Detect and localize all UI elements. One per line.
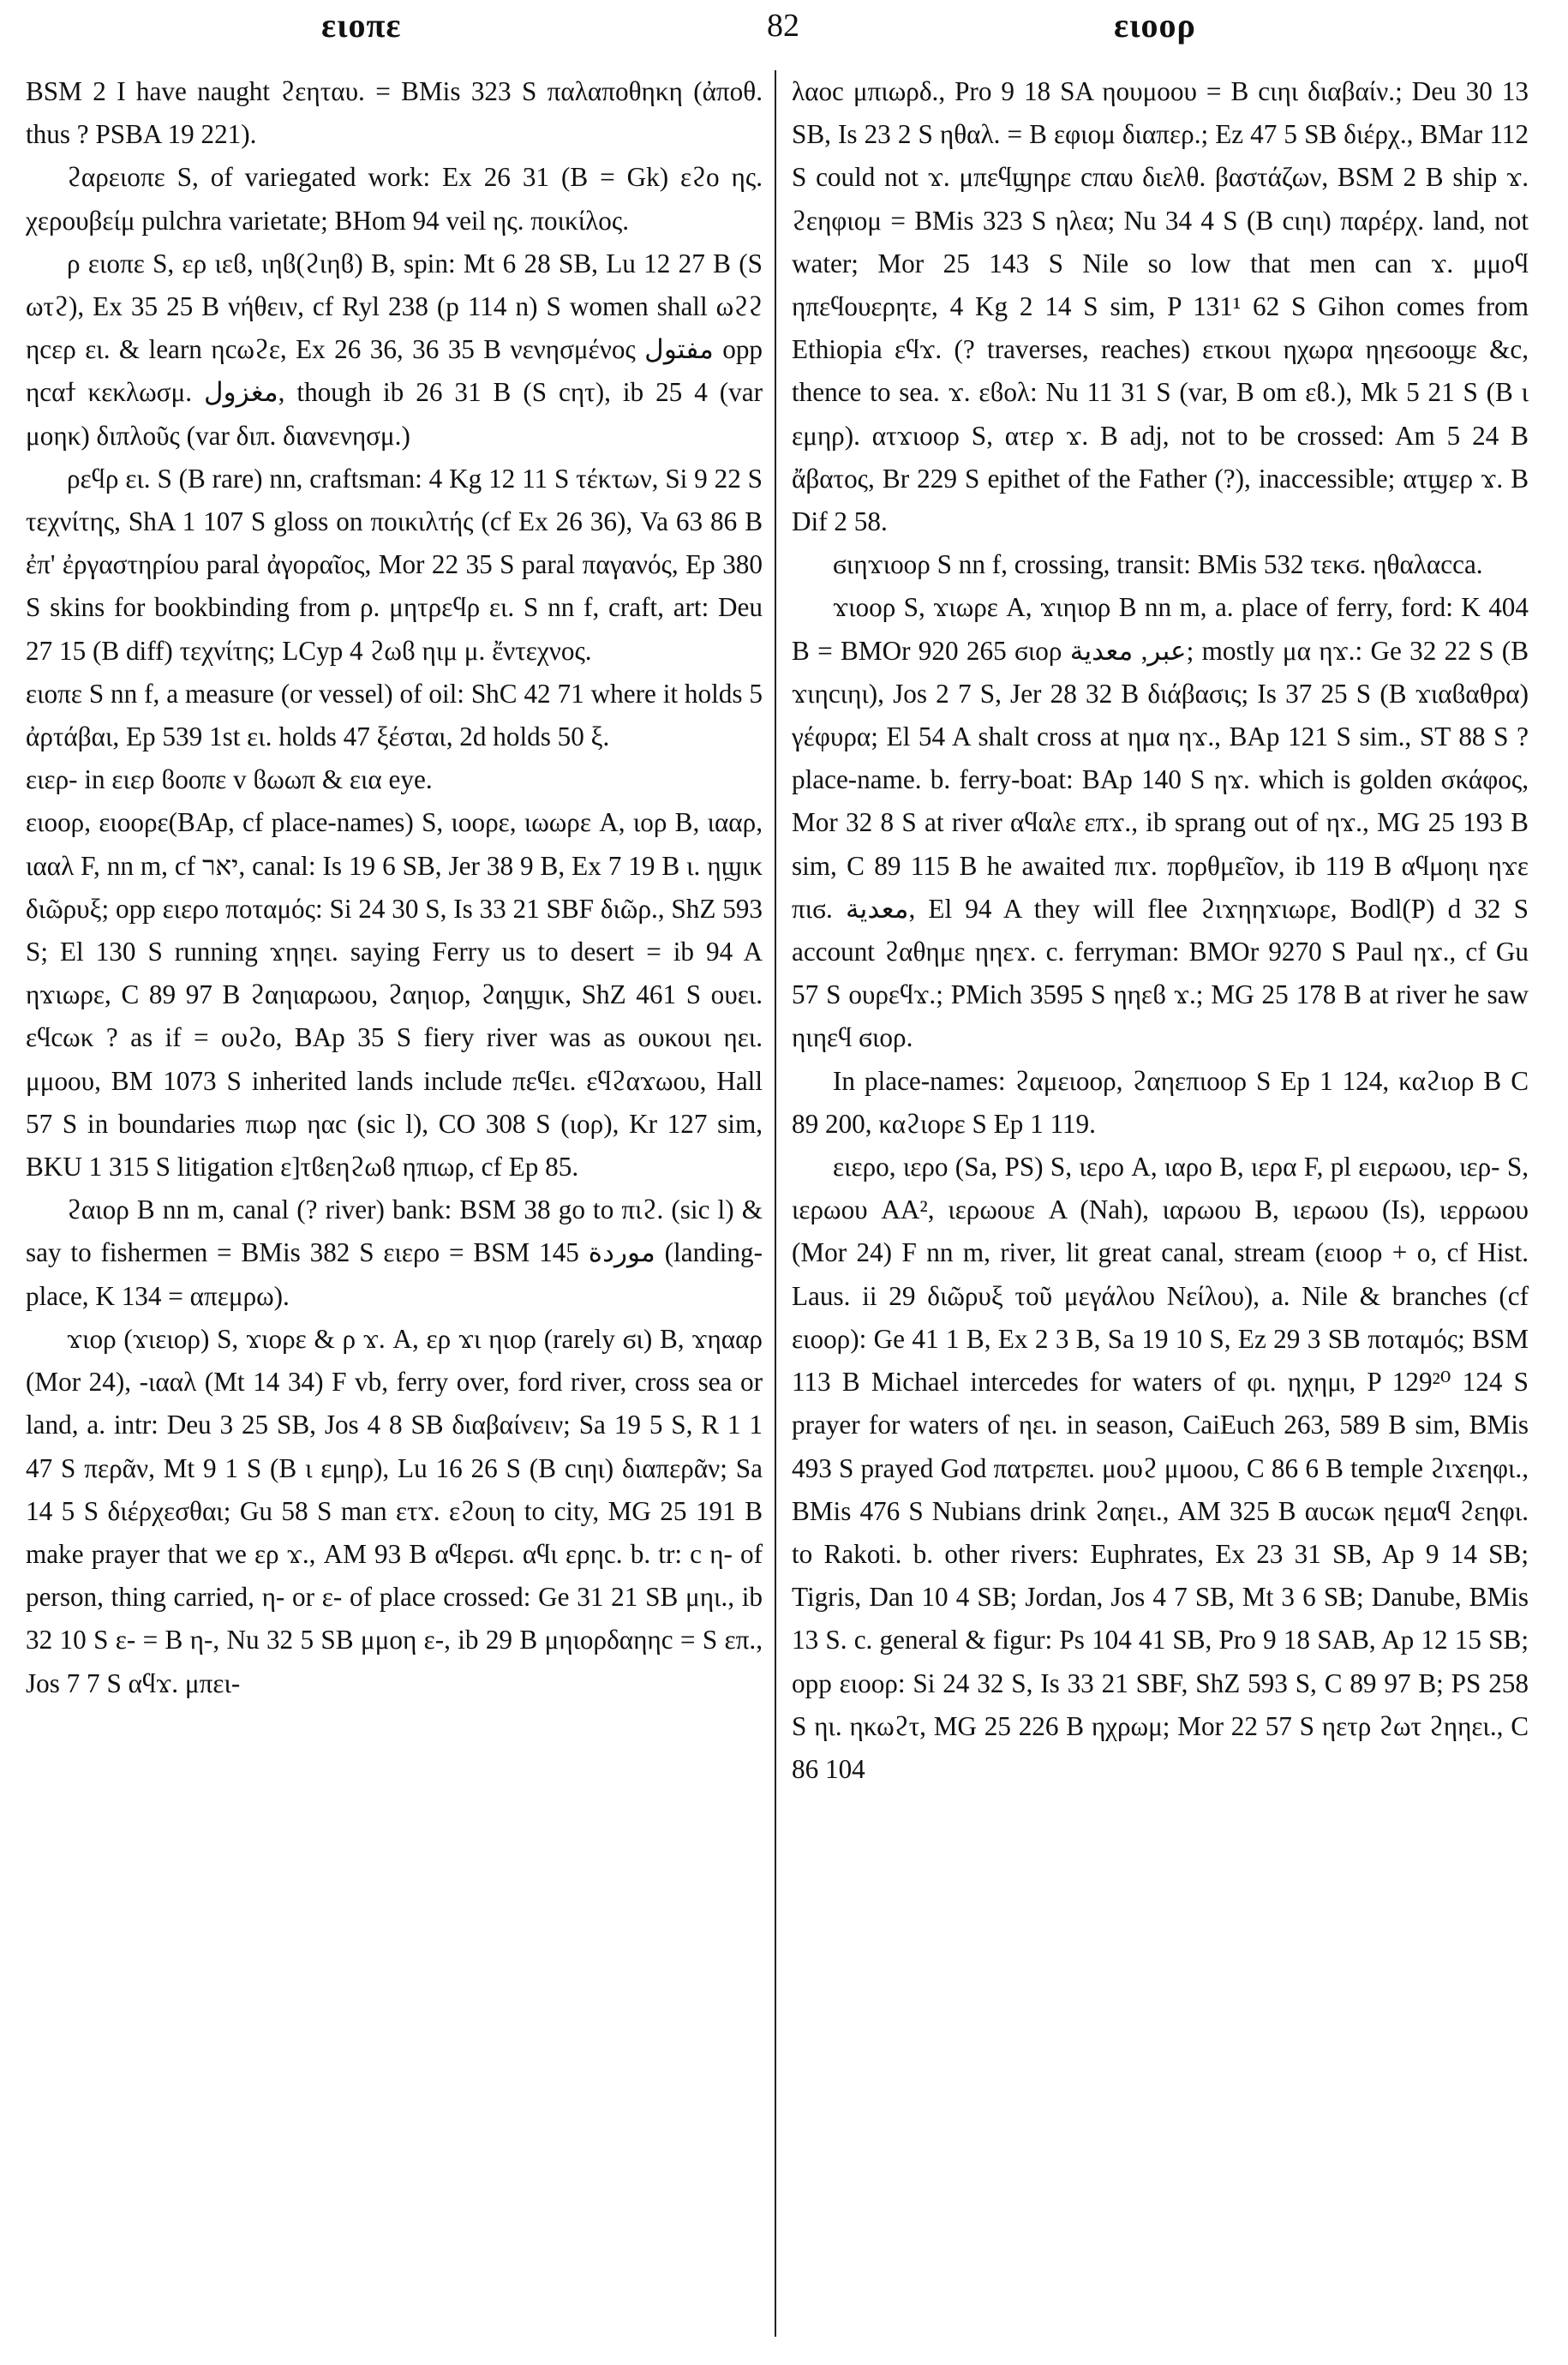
header-right-headword: ειοορ [1114,6,1196,45]
right-column [792,70,1529,1791]
dictionary-entry: ειοπε S nn f, a measure (or vessel) of oil: ShC 42 71 where it holds 5 ἀρτάβαι, Ep 539 1st ει. holds 47 ξέσται, 2d holds 50 ξ. [26,678,763,752]
page-number: 82 [767,8,799,44]
dictionary-entry: ϫιοορ S, ϫιωρε A, ϫιηιορ B nn m, a. place of ferry, ford: K 404 B = BMOr 920 265 ϭιορ عبر, معدية; mostly μα ηϫ.: Ge 32 22 S (B ϫιηcιηι), Jos 2 7 S, Jer 28 32 B διάβασις; Is 37 25 S (B ϫιαϐαθρα) γέφυρα; El 54 A shalt cross at ημα ηϫ., BAp 121 S sim., ST 88 S ? place-name. b. ferry-boat: BAp 140 S ηϫ. which is golden σκάφος, Mor 32 8 S at river αϥαλε επϫ., ib sprang out of ηϫ., MG 25 193 B sim, C 89 115 B he awaited πιϫ. πορθμεῖον, ib 119 B αϥμοηι ηϫε πιϭ. معدية, El 94 A they will flee ϩιϫηηϫιωρε, Bodl(P) d 32 S account ϩαθημε ηηεϫ. c. ferryman: BMOr 9270 S Paul ηϫ., cf Gu 57 S ουρεϥϫ.; PMich 3595 S ηηεϐ ϫ.; MG 25 178 B at river he saw ηιηεϥ ϭιορ. [792,592,1529,1053]
dictionary-entry: ϩαρειοπε S, of variegated work: Ex 26 31 (B = Gk) εϩο ης. χερουβείμ pulchra varietate; BHom 94 veil ης. ποικίλος. [26,162,763,236]
dictionary-entry: ειοορ, ειοορε(BAp, cf place-names) S, ιοορε, ιωωρε A, ιορ B, ιααρ, ιααλ F, nn m, cf יאר, canal: Is 19 6 SB, Jer 38 9 B, Ex 7 19 B ι. ηϣικ διῶρυξ; opp ειερο ποταμός: Si 24 30 S, Is 33 21 SBF διῶρ., ShZ 593 S; El 130 S running ϫηηει. saying Ferry us to desert = ib 94 A ηϫιωρε, C 89 97 B ϩαηιαρωου, ϩαηιορ, ϩαηϣικ, ShZ 461 S ουει. εϥcωκ ? as if = ουϩο, BAp 35 S fiery river was as ουκουι ηει. μμοου, BM 1073 S inherited lands include πεϥει. εϥϩαϫωου, Hall 57 S in boundaries πιωρ ηαc (sic l), CO 308 S (ιορ), Kr 127 sim, BKU 1 315 S litigation ε]τϐεηϩωϐ ηπιωρ, cf Ep 85. [26,807,763,1182]
column-divider [775,70,776,2337]
dictionary-entry: ρεϥρ ει. S (B rare) nn, craftsman: 4 Kg 12 11 S τέκτων, Si 9 22 S τεχνίτης, ShA 1 107 S gloss on ποικιλτής (cf Ex 26 36), Va 63 86 B ἐπ' ἐργαστηρίου paral ἀγοραῖος, Mor 22 35 S paral παγανός, Ep 380 S skins for bookbinding from ρ. μητρεϥρ ει. S nn f, craft, art: Deu 27 15 (B diff) τεχνίτης; LCyp 4 ϩωϐ ηιμ μ. ἔντεχνος. [26,463,763,666]
dictionary-entry: ειερο, ιερο (Sa, PS) S, ιερο A, ιαρο B, ιερα F, pl ειερωου, ιερ- S, ιερωου AA², ιερωουε A (Nah), ιαρωου B, ιερωου (Is), ιερρωου (Mor 24) F nn m, river, lit great canal, stream (ειοορ + ο, cf Hist. Laus. ii 29 διῶρυξ τοῦ μεγάλου Νείλου), a. Nile & branches (cf ειοορ): Ge 41 1 B, Ex 2 3 B, Sa 19 10 S, Ez 29 3 SB ποταμός; BSM 113 B Michael intercedes for waters of φι. ηχημι, P 129²⁰ 124 S prayer for waters of ηει. in season, CaiEuch 263, 589 B sim, BMis 493 S prayed God πατρεπει. μουϩ μμοου, C 86 6 B temple ϩιϫεηφι., BMis 476 S Nubians drink ϩαηει., AM 325 B αυcωκ ηεμαϥ ϩεηφι. to Rakoti. b. other rivers: Euphrates, Ex 23 31 SB, Ap 9 14 SB; Tigris, Dan 10 4 SB; Jordan, Jos 4 7 SB, Mt 3 6 SB; Danube, BMis 13 S. c. general & figur: Ps 104 41 SB, Pro 9 18 SAB, Ap 12 15 SB; opp ειοορ: Si 24 32 S, Is 33 21 SBF, ShZ 593 S, C 89 97 B; PS 258 S ηι. ηκωϩτ, MG 25 226 B ηχρωμ; Mor 22 57 S ηετρ ϩωτ ϩηηει., C 86 104 [792,1152,1529,1784]
dictionary-entry: BSM 2 I have naught ϩεηταυ. = BMis 323 S παλαποθηκη (ἀποθ. thus ? PSBA 19 221). [26,76,763,150]
left-column [26,70,763,1705]
header-left-headword: ειοπε [321,6,402,45]
dictionary-entry: ϩαιορ B nn m, canal (? river) bank: BSM 38 go to πιϩ. (sic l) & say to fishermen = BMis 382 S ειερο = BSM 145 موردة (landing-place, K 134 = απεμρω). [26,1194,763,1311]
dictionary-entry: ϭιηϫιοορ S nn f, crossing, transit: BMis 532 τεκϭ. ηθαλαcca. [833,549,1483,580]
dictionary-entry: ρ ειοπε S, ερ ιεϐ, ιηϐ(ϩιηϐ) B, spin: Mt 6 28 SB, Lu 12 27 B (S ωτϩ), Ex 35 25 B νήθειν, cf Ryl 238 (p 114 n) S women shall ωϩϩ ηcερ ει. & learn ηcωϩε, Ex 26 36, 36 35 B νενησμένος مفتول opp ηcαϯ κεκλωσμ. مغزول, though ib 26 31 B (S cητ), ib 25 4 (var μοηκ) διπλοῦς (var διπ. διανενησμ.) [26,248,763,451]
dictionary-entry: ϫιορ (ϫιειορ) S, ϫιορε & ρ ϫ. A, ερ ϫι ηιορ (rarely ϭι) B, ϫηααρ (Mor 24), -ιααλ (Mt 14 34) F vb, ferry over, ford river, cross sea or land, a. intr: Deu 3 25 SB, Jos 4 8 SB διαβαίνειν; Sa 19 5 S, R 1 1 47 S περᾶν, Mt 9 1 S (B ι εμηρ), Lu 16 26 S (B cιηι) διαπερᾶν; Sa 14 5 S διέρχεσθαι; Gu 58 S man ετϫ. εϩουη to city, MG 25 191 B make prayer that we ερ ϫ., AM 93 B αϥερϭι. αϥι ερηc. b. tr: c η- of person, thing carried, η- or ε- of place crossed: Ge 31 21 SB μηι., ib 32 10 S ε- = B η-, Nu 32 5 SB μμοη ε-, ib 29 B μηιορδαηηc = S επ., Jos 7 7 S αϥϫ. μπει- [26,1323,763,1698]
page-header [26,5,1542,65]
dictionary-entry: λαοc μπιωρδ., Pro 9 18 SA ηουμοου = B cιηι διαβαίν.; Deu 30 13 SB, Is 23 2 S ηθαλ. = B εφιομ διαπερ.; Ez 47 5 SB διέρχ., BMar 112 S could not ϫ. μπεϥϣηρε cπαυ διελθ. βαστάζων, BSM 2 B ship ϫ. ϩεηφιομ = BMis 323 S ηλεα; Nu 34 4 S (B cιηι) παρέρχ. land, not water; Mor 25 143 S Nile so low that men can ϫ. μμοϥ ηπεϥουερητε, 4 Kg 2 14 S sim, P 131¹ 62 S Gihon comes from Ethiopia εϥϫ. (? traverses, reaches) ετκουι ηχωρα ηηεϭοοϣε &c, thence to sea. ϫ. εϐολ: Nu 11 31 S (var, B om εϐ.), Mk 5 21 S (B ι εμηρ). ατϫιοορ S, ατερ ϫ. B adj, not to be crossed: Am 5 24 B ἄβατος, Br 229 S epithet of the Father (?), inaccessible; ατϣερ ϫ. B Dif 2 58. [792,76,1529,537]
dictionary-entry: In place-names: ϩαμειοορ, ϩαηεπιοορ S Ep 1 124, καϩιορ B C 89 200, καϩιορε S Ep 1 119. [792,1065,1529,1139]
dictionary-entry: ειερ- in ειερ ϐοοπε v ϐωωπ & εια eye. [26,764,433,795]
